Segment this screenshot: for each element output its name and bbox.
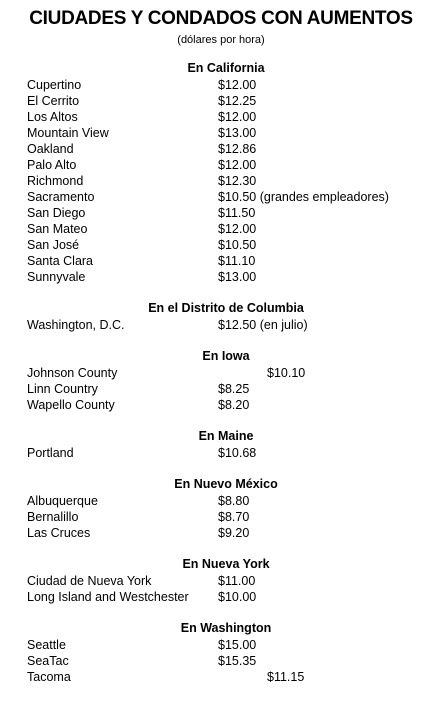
place-name: Richmond (27, 174, 84, 188)
wage-row (0, 173, 442, 189)
wage-row (0, 221, 442, 237)
wage-value: $10.10 (267, 366, 306, 380)
wage-row (0, 493, 442, 509)
wage-value: $11.15 (267, 670, 305, 684)
section-heading: En Nuevo México (174, 477, 278, 491)
wage-value: $12.00 (218, 110, 257, 124)
wage-row (0, 237, 442, 253)
wage-row (0, 189, 442, 205)
wage-value: $13.00 (218, 270, 257, 284)
place-name: Palo Alto (27, 158, 77, 172)
wage-row (0, 669, 442, 685)
place-name: Las Cruces (27, 526, 91, 540)
wage-value: $11.10 (218, 254, 256, 268)
wage-row (0, 509, 442, 525)
place-name: Ciudad de Nueva York (27, 574, 152, 588)
place-name: Wapello County (27, 398, 115, 412)
wage-row (0, 269, 442, 285)
place-name: San Diego (27, 206, 86, 220)
wage-row (0, 573, 442, 589)
wage-row (0, 157, 442, 173)
section-heading: En Nueva York (182, 557, 270, 571)
wage-value: $11.50 (218, 206, 256, 220)
place-name: Johnson County (27, 366, 118, 380)
wage-value: $12.00 (218, 78, 257, 92)
wage-row (0, 125, 442, 141)
place-name: Long Island and Westchester (27, 590, 189, 604)
wage-row (0, 445, 442, 461)
wage-value: $12.30 (218, 174, 257, 188)
wage-row (0, 653, 442, 669)
place-name: Portland (27, 446, 74, 460)
place-name: Sacramento (27, 190, 95, 204)
wage-value: $10.50 (218, 238, 257, 252)
wage-row (0, 525, 442, 541)
wage-value: $8.25 (218, 382, 250, 396)
place-name: Seattle (27, 638, 66, 652)
place-name: Mountain View (27, 126, 109, 140)
place-name: Santa Clara (27, 254, 94, 268)
wage-row (0, 589, 442, 605)
place-name: Los Altos (27, 110, 78, 124)
wage-row (0, 397, 442, 413)
wage-value: $15.00 (218, 638, 257, 652)
wage-row (0, 205, 442, 221)
section-heading: En el Distrito de Columbia (148, 301, 304, 315)
page-title: CIUDADES Y CONDADOS CON AUMENTOS (29, 8, 413, 29)
place-name: Bernalillo (27, 510, 79, 524)
place-name: SeaTac (27, 654, 69, 668)
page-subtitle: (dólares por hora) (177, 34, 265, 46)
wage-value: $8.80 (218, 494, 250, 508)
section-heading: En Iowa (202, 349, 250, 363)
wage-value: $12.25 (218, 94, 257, 108)
place-name: San José (27, 238, 80, 252)
wage-value: $10.68 (218, 446, 257, 460)
section-heading: En California (187, 61, 265, 75)
wage-value: $9.20 (218, 526, 250, 540)
section-heading: En Maine (198, 429, 254, 443)
wage-value: $8.70 (218, 510, 250, 524)
wage-row (0, 109, 442, 125)
wage-value: $12.50 (en julio) (218, 318, 308, 332)
wage-value: $10.50 (grandes empleadores) (218, 190, 389, 204)
wage-value: $10.00 (218, 590, 257, 604)
wage-row (0, 77, 442, 93)
section-heading: En Washington (180, 621, 272, 635)
wage-row (0, 637, 442, 653)
wage-value: $12.00 (218, 158, 257, 172)
wage-value: $11.00 (218, 574, 256, 588)
wage-row (0, 317, 442, 333)
wage-row (0, 381, 442, 397)
wage-row (0, 365, 442, 381)
wage-row (0, 253, 442, 269)
place-name: San Mateo (27, 222, 88, 236)
place-name: Cupertino (27, 78, 82, 92)
place-name: Tacoma (27, 670, 71, 684)
wage-value: $12.00 (218, 222, 257, 236)
place-name: El Cerrito (27, 94, 80, 108)
wage-value: $15.35 (218, 654, 257, 668)
wage-value: $8.20 (218, 398, 250, 412)
wage-row (0, 141, 442, 157)
place-name: Linn Country (27, 382, 98, 396)
place-name: Washington, D.C. (27, 318, 125, 332)
place-name: Sunnyvale (27, 270, 86, 284)
wage-row (0, 93, 442, 109)
place-name: Oakland (27, 142, 74, 156)
wage-value: $13.00 (218, 126, 257, 140)
place-name: Albuquerque (27, 494, 98, 508)
wage-value: $12.86 (218, 142, 257, 156)
